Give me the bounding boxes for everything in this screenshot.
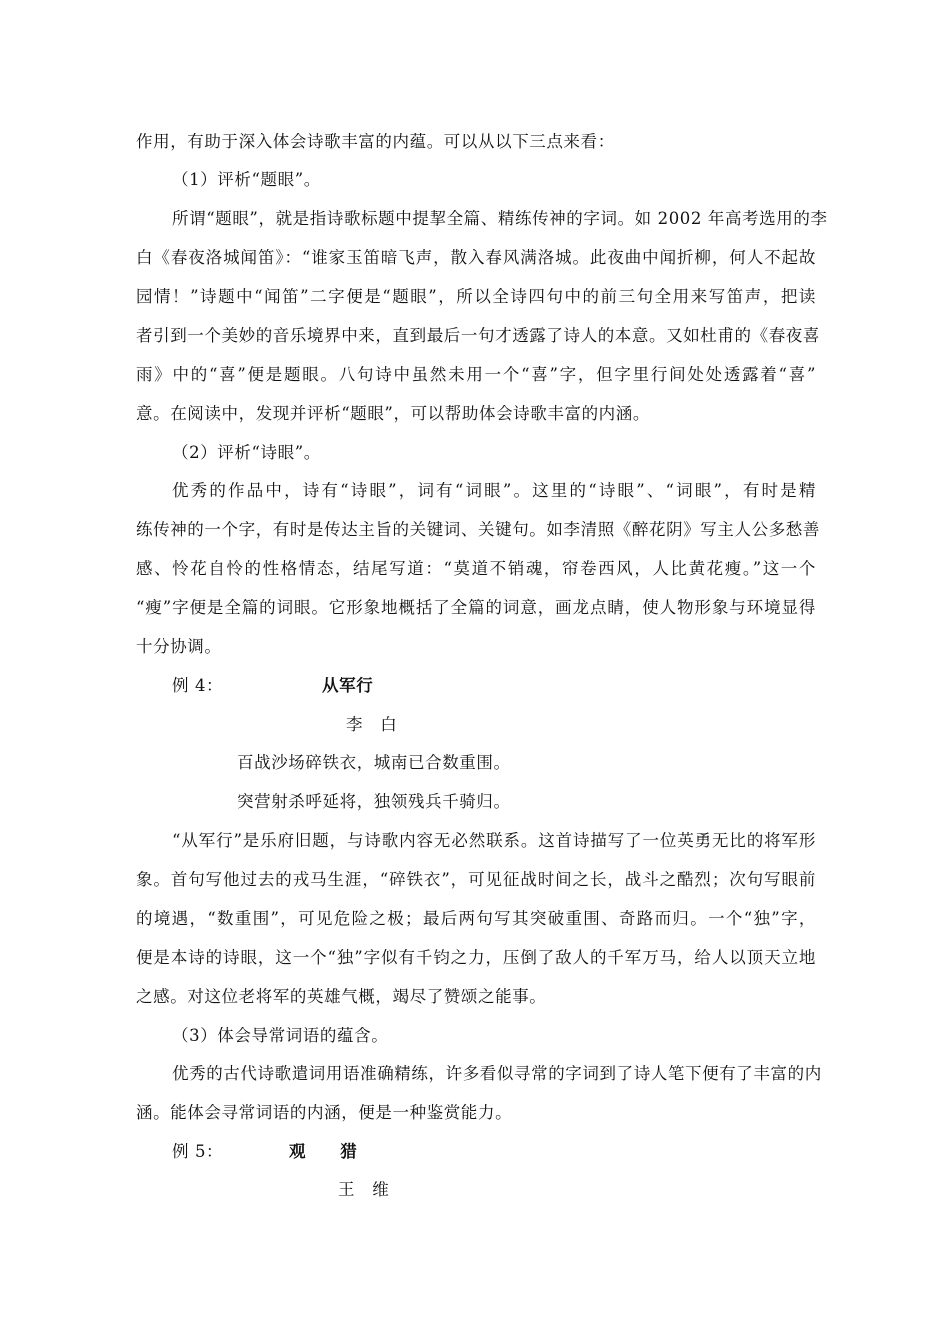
paragraph-line: 象。首句写他过去的戎马生涯，“碎铁衣”，可见征战时间之长，战斗之酷烈；次句写眼前 bbox=[136, 870, 816, 889]
poem-author: 王 维 bbox=[338, 1180, 390, 1199]
paragraph-line: 便是本诗的诗眼，这一个“独”字似有千钧之力，压倒了敌人的千军万马，给人以顶天立地 bbox=[136, 948, 816, 967]
paragraph-line: 练传神的一个字，有时是传达主旨的关键词、关键句。如李清照《醉花阴》写主人公多愁善 bbox=[136, 520, 820, 539]
paragraph-line: 所谓“题眼”，就是指诗歌标题中提挈全篇、精练传神的字词。如 2002 年高考选用的李 bbox=[172, 209, 828, 228]
paragraph-line: 的境遇，“数重围”，可见危险之极；最后两句写其突破重围、奇路而归。一个“独”字， bbox=[136, 909, 816, 928]
paragraph-line: “从军行”是乐府旧题，与诗歌内容无必然联系。这首诗描写了一位英勇无比的将军形 bbox=[172, 831, 816, 850]
paragraph-line: 作用，有助于深入体会诗歌丰富的内蕴。可以从以下三点来看： bbox=[136, 132, 615, 151]
section-heading: （1）评析“题眼”。 bbox=[172, 170, 321, 189]
paragraph-line: 优秀的古代诗歌遣词用语准确精练，许多看似寻常的字词到了诗人笔下便有了丰富的内 bbox=[172, 1064, 822, 1083]
paragraph-line: 园情！”诗题中“闻笛”二字便是“题眼”，所以全诗四句中的前三句全用来写笛声，把读 bbox=[136, 287, 816, 306]
paragraph-line: 十分协调。 bbox=[136, 637, 222, 656]
paragraph-line: “瘦”字便是全篇的词眼。它形象地概括了全篇的词意，画龙点睛，使人物形象与环境显得 bbox=[136, 598, 816, 617]
paragraph-line: 意。在阅读中，发现并评析“题眼”，可以帮助体会诗歌丰富的内涵。 bbox=[136, 404, 650, 423]
poem-verse: 突营射杀呼延将，独领残兵千骑归。 bbox=[237, 792, 511, 811]
example-label: 例 5： bbox=[172, 1142, 224, 1161]
poem-title: 观 猎 bbox=[289, 1142, 358, 1161]
paragraph-line: 涵。能体会寻常词语的内涵，便是一种鉴赏能力。 bbox=[136, 1103, 513, 1122]
paragraph-line: 之感。对这位老将军的英雄气概，竭尽了赞颂之能事。 bbox=[136, 987, 547, 1006]
paragraph-line: 者引到一个美妙的音乐境界中来，直到最后一句才透露了诗人的本意。又如杜甫的《春夜喜 bbox=[136, 326, 820, 345]
paragraph-line: 优秀的作品中，诗有“诗眼”，词有“词眼”。这里的“诗眼”、“词眼”，有时是精 bbox=[172, 481, 816, 500]
example-label: 例 4： bbox=[172, 676, 224, 695]
poem-title: 从军行 bbox=[322, 676, 374, 695]
section-heading: （3）体会导常词语的蕴含。 bbox=[172, 1026, 389, 1045]
poem-verse: 百战沙场碎铁衣，城南已合数重围。 bbox=[237, 753, 511, 772]
paragraph-line: 感、怜花自怜的性格情态，结尾写道：“莫道不销魂，帘卷西风，人比黄花瘦。”这一个 bbox=[136, 559, 816, 578]
section-heading: （2）评析“诗眼”。 bbox=[172, 443, 321, 462]
paragraph-line: 白《春夜洛城闻笛》：“谁家玉笛暗飞声，散入春风满洛城。此夜曲中闻折柳，何人不起故 bbox=[136, 248, 816, 267]
poem-author: 李 白 bbox=[346, 715, 398, 734]
paragraph-line: 雨》中的“喜”便是题眼。八句诗中虽然未用一个“喜”字，但字里行间处处透露着“喜” bbox=[136, 365, 816, 384]
